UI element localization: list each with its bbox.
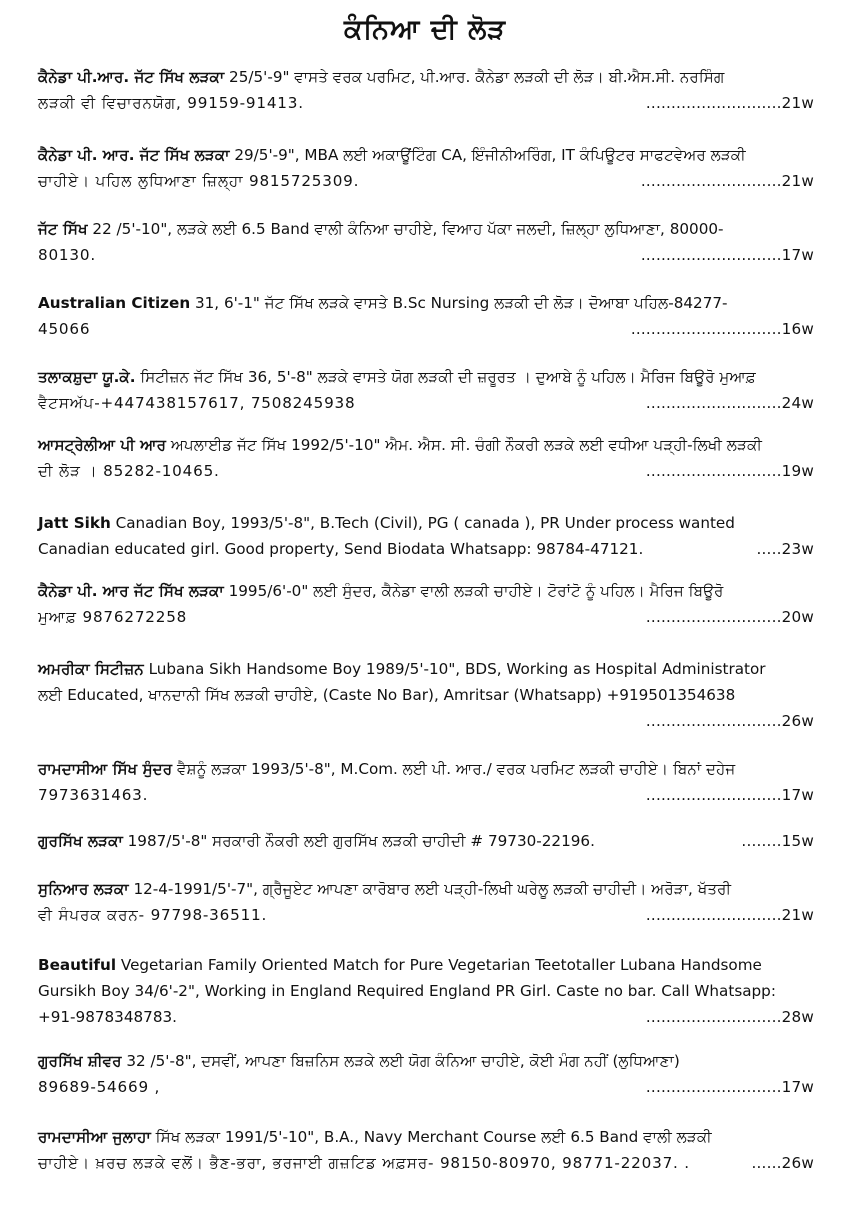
ad-contact: ਦੀ ਲੋੜ । 85282-10465. bbox=[38, 462, 220, 480]
ad-text: 1987/5'-8" ਸਰਕਾਰੀ ਨੌਕਰੀ ਲਈ ਗੁਰਸਿੱਖ ਲੜਕੀ ਚਾਹੀਦੀ # 79730-22196. bbox=[122, 832, 595, 850]
ad-contact: 7973631463. bbox=[38, 786, 149, 804]
ad-text: Canadian Boy, 1993/5'-8", B.Tech (Civil), PG ( canada ), PR Under process wanted bbox=[110, 514, 735, 532]
ad-price: ...........................17w bbox=[645, 786, 814, 804]
ad-text: 22 /5'-10", ਲੜਕੇ ਲਈ 6.5 Band ਵਾਲੀ ਕੰਨਿਆ ਚਾਹੀਏ, ਵਿਆਹ ਪੱਕਾ ਜਲਦੀ, ਜ਼ਿਲ੍ਹਾ ਲੁਧਿਆਣਾ, 80000- bbox=[87, 220, 724, 238]
classified-ad bbox=[38, 142, 814, 194]
classified-ad bbox=[38, 1124, 814, 1176]
classified-ad bbox=[38, 1048, 814, 1100]
ad-text: ਸਿਟੀਜ਼ਨ ਜੱਟ ਸਿੱਖ 36, 5'-8" ਲੜਕੇ ਵਾਸਤੇ ਯੋਗ ਲੜਕੀ ਦੀ ਜ਼ਰੂਰਤ । ਦੁਆਬੇ ਨੂੰ ਪਹਿਲ। ਮੈਰਿਜ ਬਿਊਰੋ ਮੁਆਫ਼ bbox=[135, 368, 756, 386]
classified-ad bbox=[38, 290, 814, 342]
classified-ad bbox=[38, 64, 814, 116]
ad-price: ............................21w bbox=[640, 172, 814, 190]
classified-ad bbox=[38, 578, 814, 630]
classified-ad bbox=[38, 432, 814, 484]
ad-lead: Beautiful bbox=[38, 956, 117, 974]
ad-text-line2: Gursikh Boy 34/6'-2", Working in England Required England PR Girl. Caste no bar. Call Whatsapp: bbox=[38, 982, 776, 1000]
ad-price: ...........................19w bbox=[645, 462, 814, 480]
ad-lead: ਜੱਟ ਸਿੱਖ bbox=[38, 220, 88, 238]
ad-lead: Jatt Sikh bbox=[38, 514, 111, 532]
ad-lead: ਰਾਮਦਾਸੀਆ ਜੁਲਾਹਾ bbox=[38, 1128, 151, 1146]
ad-contact: 80130. bbox=[38, 246, 96, 264]
ad-contact: +91-9878348783. bbox=[38, 1008, 177, 1026]
classified-ad bbox=[38, 876, 814, 928]
classified-ad bbox=[38, 364, 814, 416]
ad-text: ਅਪਲਾਈਡ ਜੱਟ ਸਿੱਖ 1992/5'-10" ਐਮ. ਐਸ. ਸੀ. ਚੰਗੀ ਨੌਕਰੀ ਲੜਕੇ ਲਈ ਵਧੀਆ ਪੜ੍ਹੀ-ਲਿਖੀ ਲੜਕੀ bbox=[166, 436, 762, 454]
ad-price: ...........................21w bbox=[645, 94, 814, 112]
ad-lead: ਕੈਨੇਡਾ ਪੀ.ਆਰ. ਜੱਟ ਸਿੱਖ ਲੜਕਾ bbox=[38, 68, 225, 86]
ad-price: ............................17w bbox=[640, 246, 814, 264]
ad-price: ...........................20w bbox=[645, 608, 814, 626]
ad-price: ...........................24w bbox=[645, 394, 814, 412]
ad-price: ..............................16w bbox=[630, 320, 814, 338]
ad-text: ਸਿੱਖ ਲੜਕਾ 1991/5'-10", B.A., Navy Merchant Course ਲਈ 6.5 Band ਵਾਲੀ ਲੜਕੀ bbox=[150, 1128, 712, 1146]
ad-lead: ਕੈਨੇਡਾ ਪੀ. ਆਰ ਜੱਟ ਸਿੱਖ ਲੜਕਾ bbox=[38, 582, 224, 600]
ad-contact: ਮੁਆਫ਼ 9876272258 bbox=[38, 608, 188, 626]
ad-lead: ਗੁਰਸਿੱਖ ਲੜਕਾ bbox=[38, 832, 123, 850]
ad-lead: ਗੁਰਸਿੱਖ ਸ਼ੀਵਰ bbox=[38, 1052, 122, 1070]
ad-lead: ਸੁਨਿਆਰ ਲੜਕਾ bbox=[38, 880, 129, 898]
ad-text: ਵੈਸ਼ਨੂੰ ਲੜਕਾ 1993/5'-8", M.Com. ਲਈ ਪੀ. ਆਰ./ ਵਰਕ ਪਰਮਿਟ ਲੜਕੀ ਚਾਹੀਏ। ਬਿਨਾਂ ਦਹੇਜ bbox=[172, 760, 736, 778]
ad-contact: ਵੀ ਸੰਪਰਕ ਕਰਨ- 97798-36511. bbox=[38, 906, 268, 924]
ad-price: ...........................26w bbox=[645, 712, 814, 730]
ad-price: ........15w bbox=[741, 832, 814, 850]
ad-lead: ਅਮਰੀਕਾ ਸਿਟੀਜ਼ਨ bbox=[38, 660, 144, 678]
ad-text: 29/5'-9", MBA ਲਈ ਅਕਾਊਂਟਿੰਗ CA, ਇੰਜੀਨੀਅਰਿੰਗ, IT ਕੰਪਿਊਟਰ ਸਾਫਟਵੇਅਰ ਲੜਕੀ bbox=[229, 146, 746, 164]
classified-ad bbox=[38, 828, 814, 854]
ad-contact: ਲੜਕੀ ਵੀ ਵਿਚਾਰਨਯੋਗ, 99159-91413. bbox=[38, 94, 304, 112]
classified-ad bbox=[38, 216, 814, 268]
ad-contact: ਵੈਟਸਅੱਪ-+447438157617, 7508245938 bbox=[38, 394, 356, 412]
ad-text: 32 /5'-8", ਦਸਵੀਂ, ਆਪਣਾ ਬਿਜ਼ਨਿਸ ਲੜਕੇ ਲਈ ਯੋਗ ਕੰਨਿਆ ਚਾਹੀਏ, ਕੋਈ ਮੰਗ ਨਹੀਂ (ਲੁਧਿਆਣਾ) bbox=[121, 1052, 680, 1070]
ad-price: ...........................21w bbox=[645, 906, 814, 924]
ad-lead: ਕੈਨੇਡਾ ਪੀ. ਆਰ. ਜੱਟ ਸਿੱਖ ਲੜਕਾ bbox=[38, 146, 230, 164]
page-title: ਕੰਨਿਆ ਦੀ ਲੋੜ bbox=[343, 14, 507, 45]
classified-ad bbox=[38, 952, 814, 1030]
ad-text: 12-4-1991/5'-7", ਗ੍ਰੈਜੂਏਟ ਆਪਣਾ ਕਾਰੋਬਾਰ ਲਈ ਪੜ੍ਹੀ-ਲਿਖੀ ਘਰੇਲੂ ਲੜਕੀ ਚਾਹੀਦੀ। ਅਰੋੜਾ, ਖੱਤਰੀ bbox=[128, 880, 732, 898]
ad-contact: 89689-54669 , bbox=[38, 1078, 161, 1096]
ad-text: Lubana Sikh Handsome Boy 1989/5'-10", BDS, Working as Hospital Administrator bbox=[143, 660, 766, 678]
ad-text: 25/5'-9" ਵਾਸਤੇ ਵਰਕ ਪਰਮਿਟ, ਪੀ.ਆਰ. ਕੈਨੇਡਾ ਲੜਕੀ ਦੀ ਲੋੜ। ਬੀ.ਐਸ.ਸੀ. ਨਰਸਿੰਗ bbox=[224, 68, 725, 86]
ad-lead: ਰਾਮਦਾਸੀਆ ਸਿੱਖ ਸੁੰਦਰ bbox=[38, 760, 173, 778]
ad-text: 31, 6'-1" ਜੱਟ ਸਿੱਖ ਲੜਕੇ ਵਾਸਤੇ B.Sc Nursing ਲੜਕੀ ਦੀ ਲੋੜ। ਦੋਆਬਾ ਪਹਿਲ-84277- bbox=[190, 294, 728, 312]
classified-ad bbox=[38, 756, 814, 808]
ad-lead: ਆਸਟ੍ਰੇਲੀਆ ਪੀ ਆਰ bbox=[38, 436, 167, 454]
ad-contact: ਚਾਹੀਏ। ਪਹਿਲ ਲੁਧਿਆਣਾ ਜ਼ਿਲ੍ਹਾ 9815725309. bbox=[38, 172, 360, 190]
ad-price: ...........................17w bbox=[645, 1078, 814, 1096]
ad-text: Vegetarian Family Oriented Match for Pure Vegetarian Teetotaller Lubana Handsome bbox=[116, 956, 762, 974]
ad-lead: ਤਲਾਕਸ਼ੁਦਾ ਯੂ.ਕੇ. bbox=[38, 368, 136, 386]
ad-price: .....23w bbox=[756, 540, 814, 558]
ad-contact: ਚਾਹੀਏ। ਖ਼ਰਚ ਲੜਕੇ ਵਲੋਂ। ਭੈਣ-ਭਰਾ, ਭਰਜਾਈ ਗਜ਼ਟਿਡ ਅਫ਼ਸਰ- 98150-80970, 98771-22037. . bbox=[38, 1154, 690, 1172]
classified-ad bbox=[38, 510, 814, 562]
classified-ad bbox=[38, 656, 814, 734]
ad-text-line2: ਲਈ Educated, ਖਾਨਦਾਨੀ ਸਿੱਖ ਲੜਕੀ ਚਾਹੀਏ, (Caste No Bar), Amritsar (Whatsapp) +919501354638 bbox=[38, 686, 736, 704]
ad-contact: 45066 bbox=[38, 320, 91, 338]
ad-contact: Canadian educated girl. Good property, Send Biodata Whatsapp: 98784-47121. bbox=[38, 540, 644, 558]
ad-price: ......26w bbox=[751, 1154, 814, 1172]
ad-price: ...........................28w bbox=[645, 1008, 814, 1026]
ad-text: 1995/6'-0" ਲਈ ਸੁੰਦਰ, ਕੈਨੇਡਾ ਵਾਲੀ ਲੜਕੀ ਚਾਹੀਏ। ਟੋਰਾਂਟੋ ਨੂੰ ਪਹਿਲ। ਮੈਰਿਜ ਬਿਊਰੋ bbox=[223, 582, 724, 600]
ad-lead: Australian Citizen bbox=[38, 294, 191, 312]
